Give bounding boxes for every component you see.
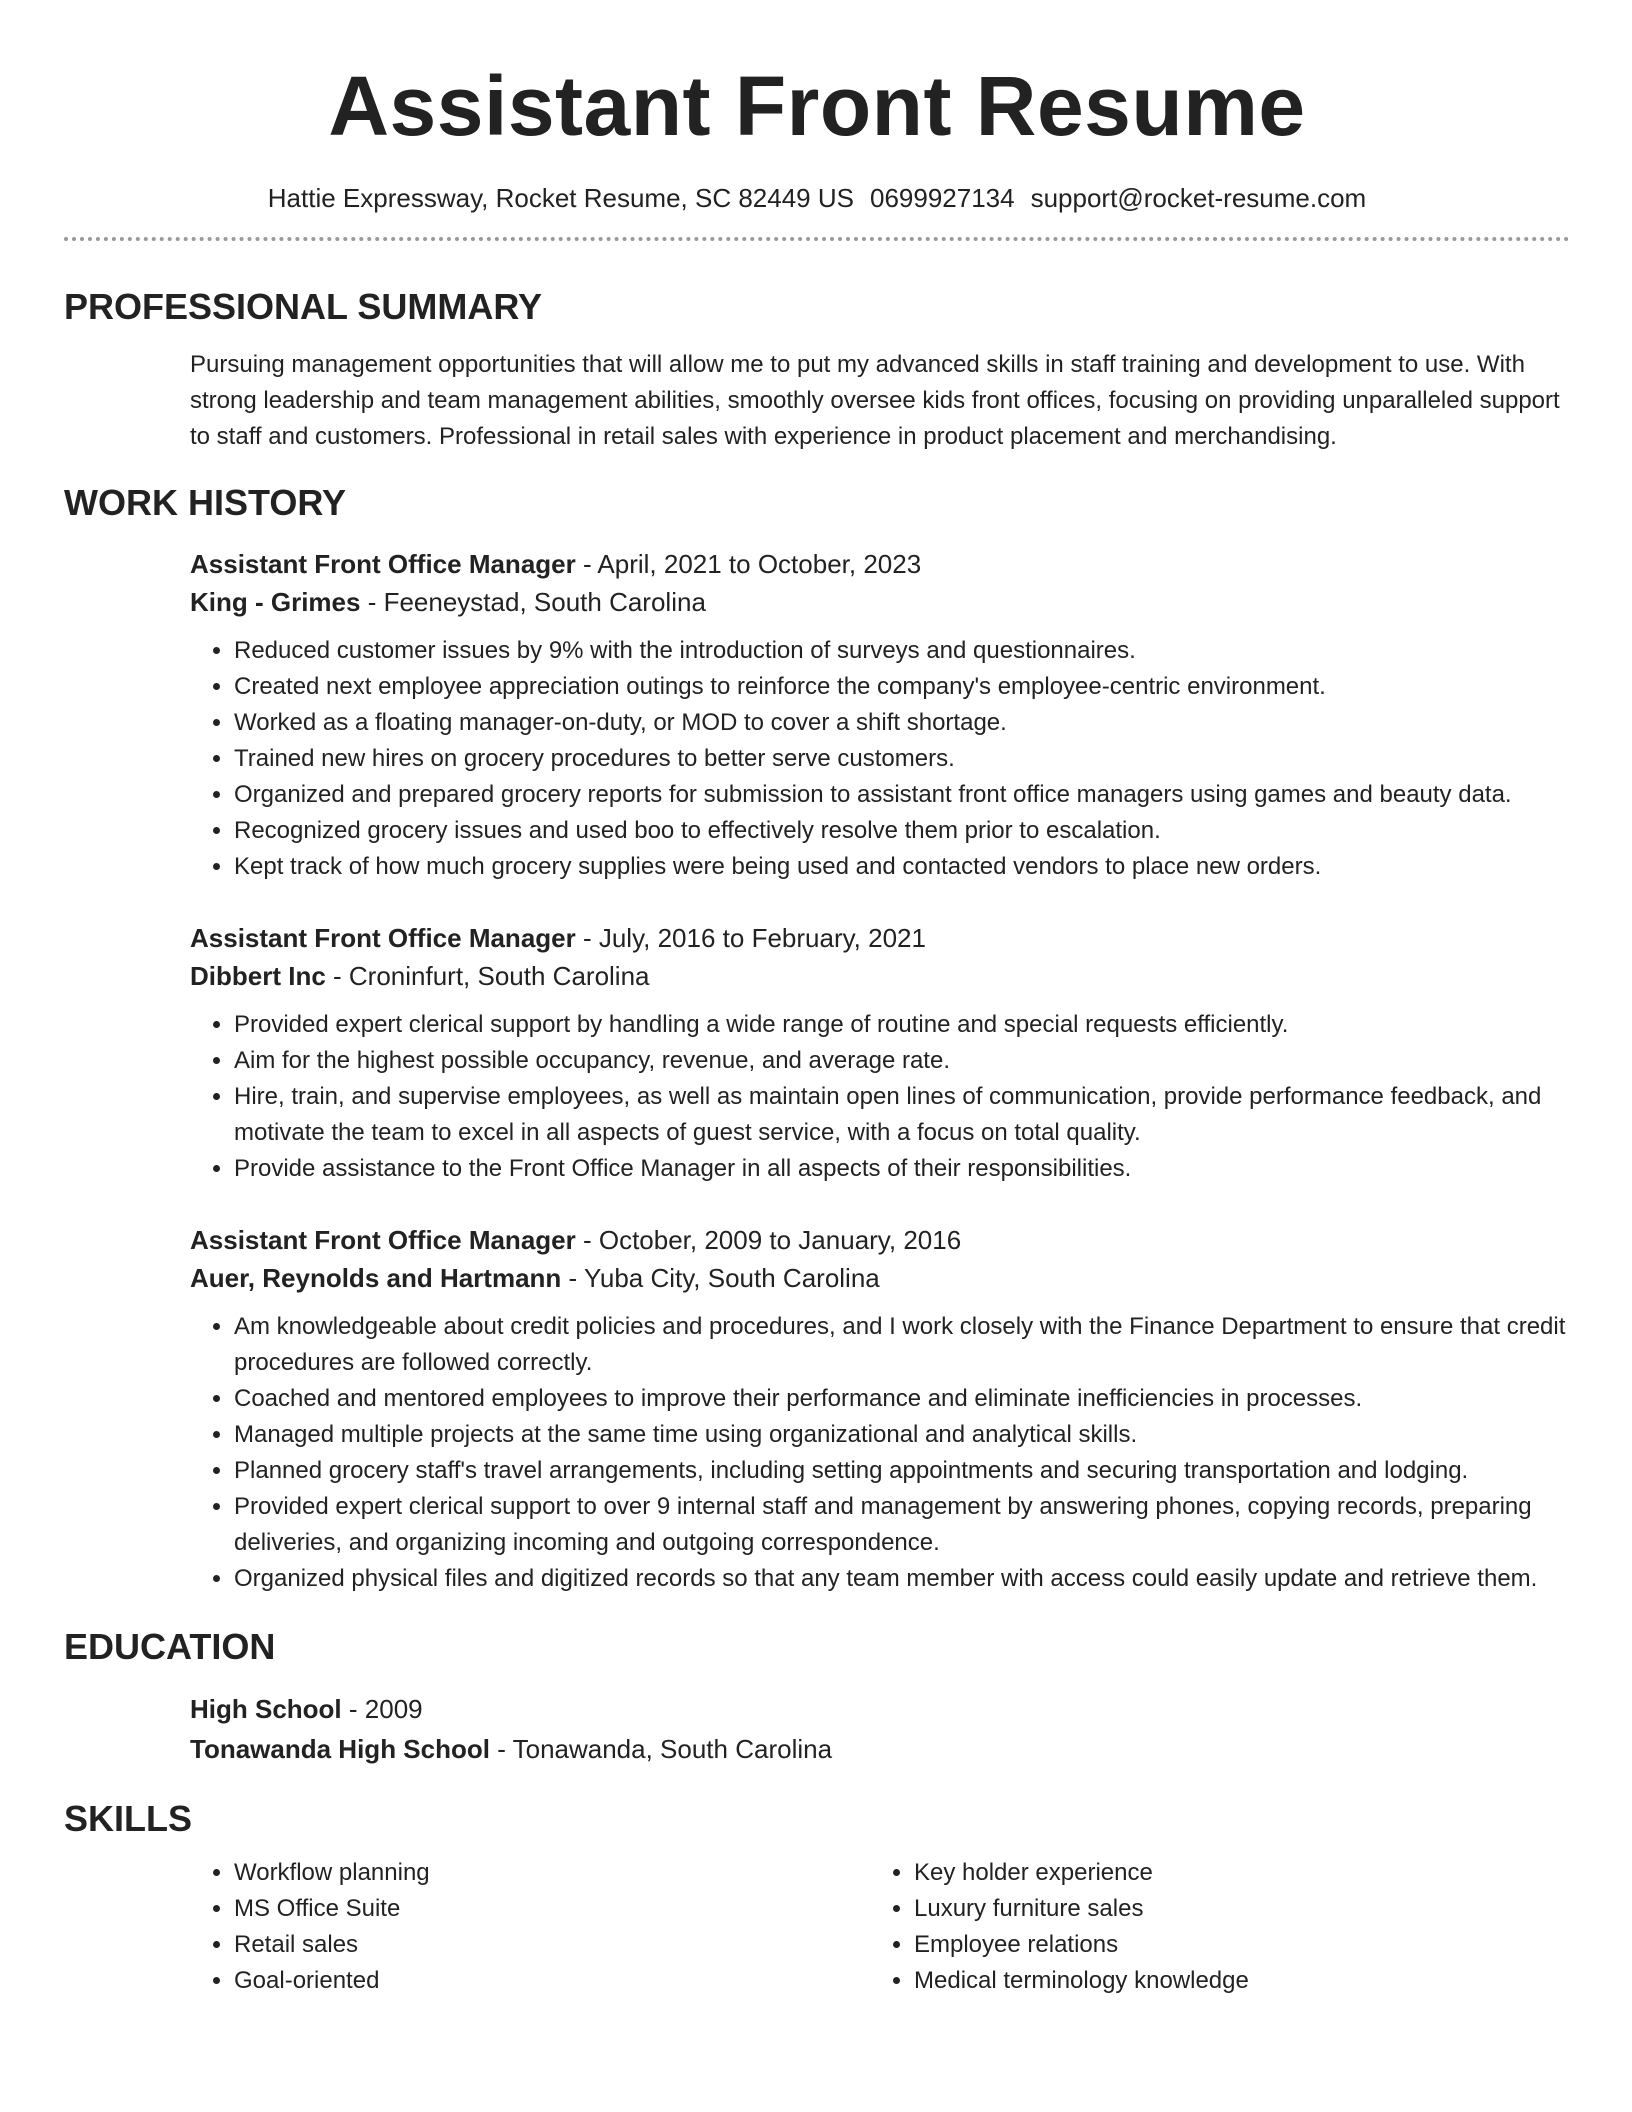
list-item: • Kept track of how much grocery supplies were being used and contacted vendors to place new orders. — [234, 849, 1570, 885]
skills-grid — [190, 1855, 1570, 1999]
job-dates: - April, 2021 to October, 2023 — [575, 549, 922, 579]
list-item: • Retail sales — [234, 1927, 870, 1963]
education-degree: High School — [190, 1694, 342, 1724]
job-dates: - July, 2016 to February, 2021 — [575, 923, 926, 953]
job-company-line — [190, 957, 1570, 995]
job-entry — [190, 545, 1570, 885]
education-location: - Tonawanda, South Carolina — [489, 1734, 833, 1764]
section-title-work-history: WORK HISTORY — [64, 482, 347, 523]
job-company: Dibbert Inc — [190, 961, 326, 991]
list-item: • Luxury furniture sales — [914, 1891, 1550, 1927]
skills-section — [64, 1797, 1570, 1999]
job-bullets — [190, 633, 1570, 885]
list-item: • Aim for the highest possible occupancy, revenue, and average rate. — [234, 1043, 1570, 1079]
resume-title: Assistant Front Resume — [328, 59, 1306, 153]
contact-address: Hattie Expressway, Rocket Resume, SC 82449 US — [267, 183, 854, 213]
job-location: - Yuba City, South Carolina — [561, 1263, 880, 1293]
header-divider — [64, 237, 1570, 241]
work-history-section — [64, 481, 1570, 1597]
job-entry — [190, 919, 1570, 1187]
job-company: Auer, Reynolds and Hartmann — [190, 1263, 562, 1293]
section-title-skills: SKILLS — [64, 1798, 193, 1839]
list-item: • Provided expert clerical support by handling a wide range of routine and special requests efficiently. — [234, 1007, 1570, 1043]
list-item: • Planned grocery staff's travel arrangements, including setting appointments and securing transportation and lodging. — [234, 1453, 1570, 1489]
list-item: • MS Office Suite — [234, 1891, 870, 1927]
list-item: • Employee relations — [914, 1927, 1550, 1963]
job-entry — [190, 1221, 1570, 1597]
summary-section — [64, 285, 1570, 455]
job-company: King - Grimes — [190, 587, 361, 617]
job-company-line — [190, 1259, 1570, 1297]
list-item: • Workflow planning — [234, 1855, 870, 1891]
list-item: • Am knowledgeable about credit policies and procedures, and I work closely with the Finance Department to ensure that credit procedures are followed correctly. — [234, 1309, 1570, 1381]
list-item: • Created next employee appreciation outings to reinforce the company's employee-centric environment. — [234, 669, 1570, 705]
education-school-line — [190, 1729, 1570, 1769]
job-company-line — [190, 583, 1570, 621]
list-item: • Reduced customer issues by 9% with the introduction of surveys and questionnaires. — [234, 633, 1570, 669]
list-item: • Recognized grocery issues and used boo to effectively resolve them prior to escalation. — [234, 813, 1570, 849]
section-title-education: EDUCATION — [64, 1626, 276, 1667]
job-bullets — [190, 1007, 1570, 1187]
skills-column-right — [870, 1855, 1550, 1999]
list-item: • Provided expert clerical support to over 9 internal staff and management by answering phones, copying records, preparing deliveries, and organizing incoming and outgoing correspondence. — [234, 1489, 1570, 1561]
job-position: Assistant Front Office Manager — [190, 1225, 576, 1255]
job-location: - Feeneystad, South Carolina — [360, 587, 706, 617]
education-degree-line — [190, 1689, 1570, 1729]
job-bullets — [190, 1309, 1570, 1597]
education-school: Tonawanda High School — [190, 1734, 490, 1764]
summary-text: Pursuing management opportunities that will allow me to put my advanced skills in staff training and development to use. With strong leadership and team management abilities, smoothly oversee kids front offices, focusing on providing unparalleled support to staff and customers. Professional in retail sales with experience in product placement and merchandising. — [190, 351, 1560, 450]
list-item: • Goal-oriented — [234, 1963, 870, 1999]
list-item: • Coached and mentored employees to improve their performance and eliminate inefficiencies in processes. — [234, 1381, 1570, 1417]
job-position: Assistant Front Office Manager — [190, 549, 576, 579]
job-position-line — [190, 545, 1570, 583]
education-entry — [190, 1689, 1570, 1769]
skills-column-left — [190, 1855, 870, 1999]
resume-page — [64, 0, 1570, 1999]
job-dates: - October, 2009 to January, 2016 — [575, 1225, 962, 1255]
list-item: • Organized and prepared grocery reports for submission to assistant front office managers using games and beauty data. — [234, 777, 1570, 813]
education-year: - 2009 — [341, 1694, 423, 1724]
list-item: • Managed multiple projects at the same time using organizational and analytical skills. — [234, 1417, 1570, 1453]
jobs-list — [190, 545, 1570, 1597]
list-item: • Key holder experience — [914, 1855, 1550, 1891]
list-item: • Trained new hires on grocery procedures to better serve customers. — [234, 741, 1570, 777]
list-item: • Organized physical files and digitized records so that any team member with access could easily update and retrieve them. — [234, 1561, 1570, 1597]
job-position: Assistant Front Office Manager — [190, 923, 576, 953]
contact-email: support@rocket-resume.com — [1030, 183, 1367, 213]
education-section — [64, 1625, 1570, 1769]
contact-phone: 0699927134 — [869, 183, 1015, 213]
section-title-summary: PROFESSIONAL SUMMARY — [64, 286, 543, 327]
list-item: • Worked as a floating manager-on-duty, or MOD to cover a shift shortage. — [234, 705, 1570, 741]
list-item: • Medical terminology knowledge — [914, 1963, 1550, 1999]
list-item: • Hire, train, and supervise employees, as well as maintain open lines of communication, provide performance feedback, and motivate the team to excel in all aspects of guest service, with a focus on total quality. — [234, 1079, 1570, 1151]
list-item: • Provide assistance to the Front Office Manager in all aspects of their responsibilities. — [234, 1151, 1570, 1187]
job-position-line — [190, 919, 1570, 957]
contact-line — [64, 181, 1570, 215]
job-location: - Croninfurt, South Carolina — [325, 961, 650, 991]
job-position-line — [190, 1221, 1570, 1259]
